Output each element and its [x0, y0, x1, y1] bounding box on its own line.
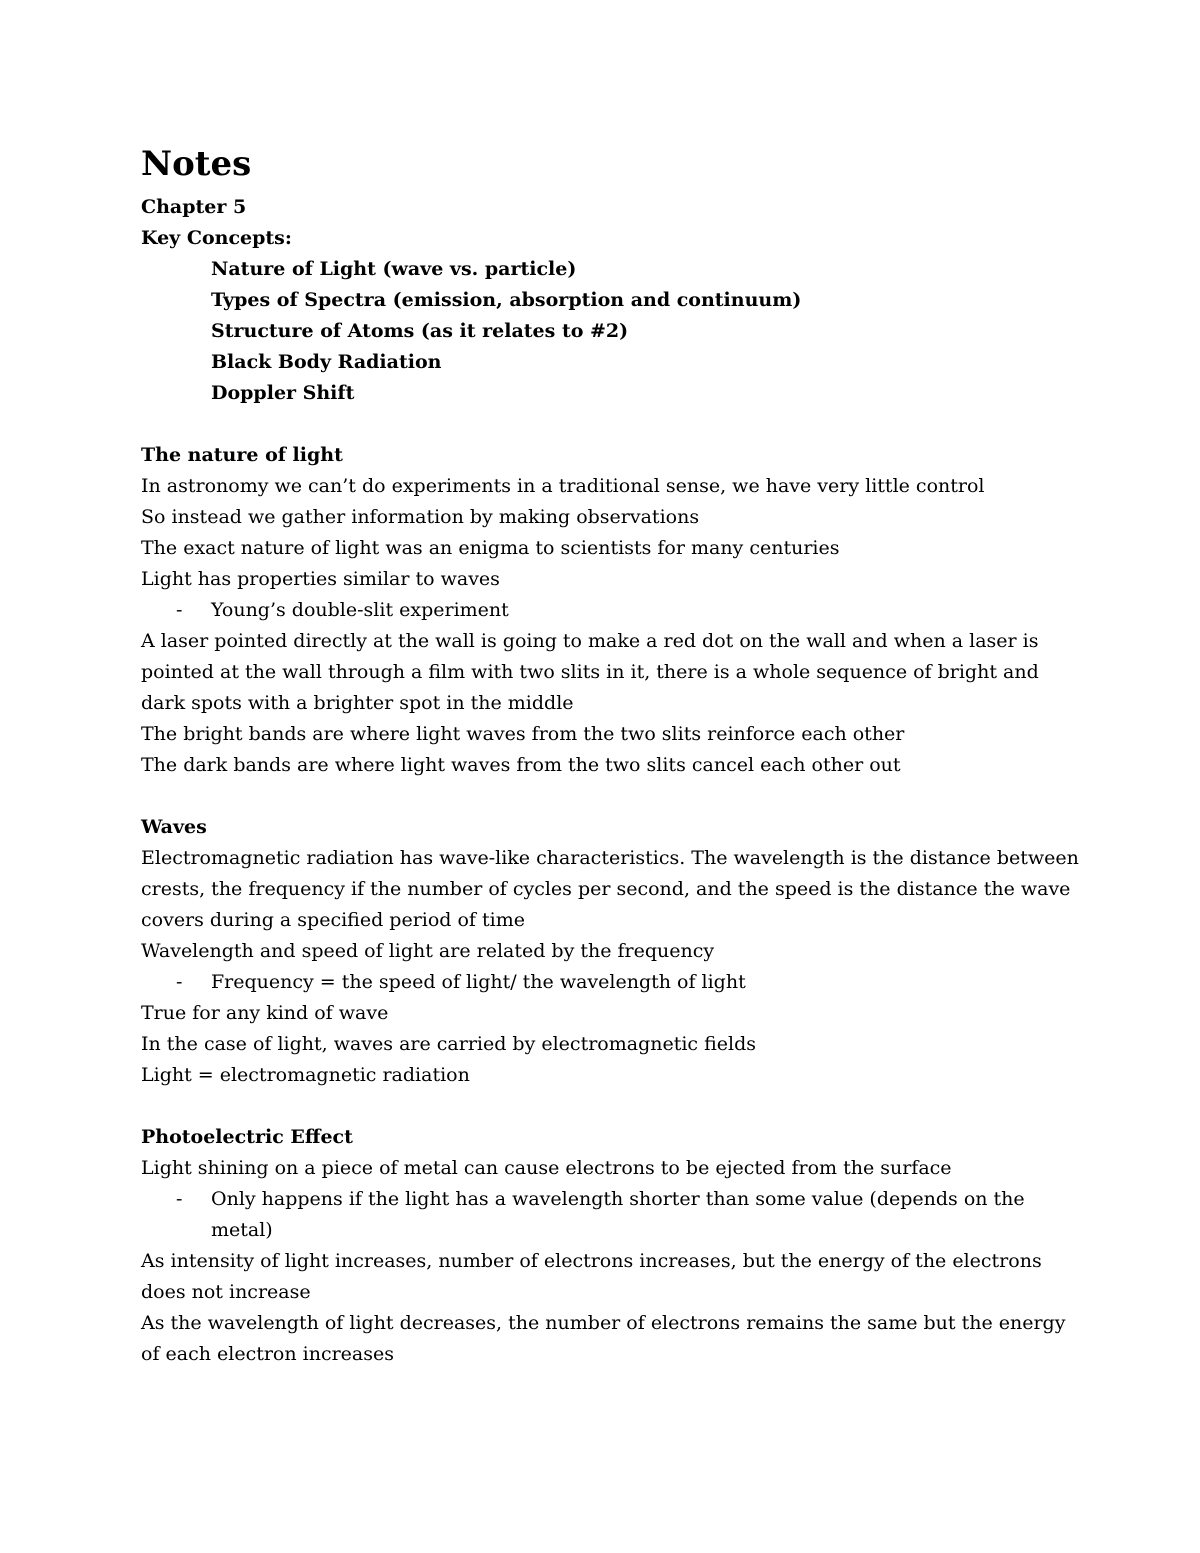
key-concept-item: Black Body Radiation [211, 351, 442, 373]
bullet-item [141, 967, 1081, 998]
section-heading-waves: Waves [141, 816, 207, 838]
text-line: True for any kind of wave [141, 1002, 389, 1024]
bullet-text: Young’s double-slit experiment [211, 599, 509, 621]
text-line: Light = electromagnetic radiation [141, 1064, 470, 1086]
text-line: The bright bands are where light waves from the two slits reinforce each other [141, 723, 905, 745]
spacer [141, 409, 1081, 440]
text-line: So instead we gather information by making observations [141, 506, 700, 528]
text-line: Wavelength and speed of light are related by the frequency [141, 940, 715, 962]
section-heading-photoelectric: Photoelectric Effect [141, 1126, 353, 1148]
key-concepts-heading: Key Concepts: [141, 227, 292, 249]
key-concept-item: Doppler Shift [211, 382, 355, 404]
bullet-dash: - [176, 1188, 183, 1210]
bullet-text: Frequency = the speed of light/ the wavelength of light [211, 971, 746, 993]
key-concept-item: Types of Spectra (emission, absorption and continuum) [211, 289, 802, 311]
text-paragraph: Electromagnetic radiation has wave-like characteristics. The wavelength is the distance between crests, the frequency if the number of cycles per second, and the speed is the distance the wave covers during a specified period of time [141, 847, 1079, 931]
section-heading-nature: The nature of light [141, 444, 343, 466]
bullet-dash: - [176, 599, 183, 621]
text-line: Light has properties similar to waves [141, 568, 500, 590]
chapter-label: Chapter 5 [141, 196, 247, 218]
text-paragraph: As the wavelength of light decreases, the number of electrons remains the same but the energy of each electron increases [141, 1312, 1066, 1365]
text-paragraph: As intensity of light increases, number of electrons increases, but the energy of the electrons does not increase [141, 1250, 1042, 1303]
key-concept-item: Structure of Atoms (as it relates to #2) [211, 320, 629, 342]
text-line: The exact nature of light was an enigma to scientists for many centuries [141, 537, 840, 559]
bullet-item [141, 1184, 1081, 1246]
bullet-dash: - [176, 971, 183, 993]
text-paragraph: A laser pointed directly at the wall is going to make a red dot on the wall and when a laser is pointed at the wall through a film with two slits in it, there is a whole sequence of bright and dark spots with a brighter spot in the middle [141, 630, 1039, 714]
text-line: The dark bands are where light waves from the two slits cancel each other out [141, 754, 901, 776]
bullet-text: Only happens if the light has a wavelength shorter than some value (depends on the metal) [211, 1188, 1025, 1241]
text-line: In astronomy we can’t do experiments in a traditional sense, we have very little control [141, 475, 985, 497]
spacer [141, 1091, 1081, 1122]
spacer [141, 781, 1081, 812]
page-title: Notes [141, 144, 252, 184]
text-line: Light shining on a piece of metal can cause electrons to be ejected from the surface [141, 1157, 952, 1179]
bullet-item [141, 595, 1081, 626]
text-line: In the case of light, waves are carried by electromagnetic fields [141, 1033, 757, 1055]
document-page [141, 142, 1081, 1370]
key-concept-item: Nature of Light (wave vs. particle) [211, 258, 577, 280]
